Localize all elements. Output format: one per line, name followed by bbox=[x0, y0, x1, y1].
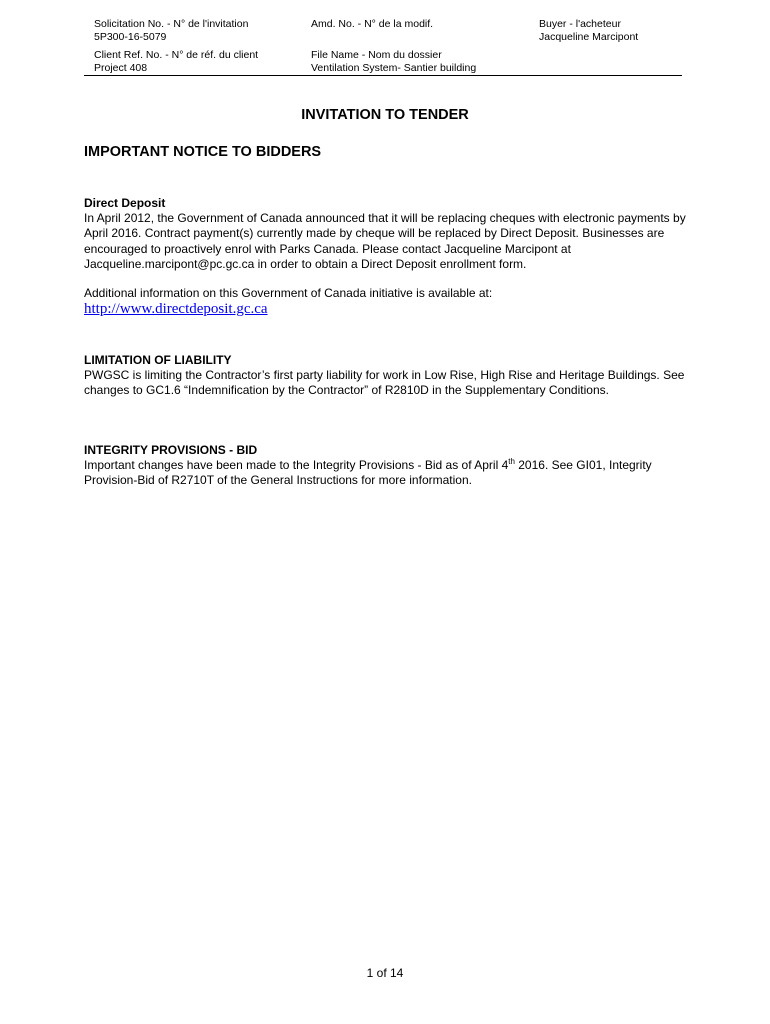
direct-deposit-additional: Additional information on this Government of Canada initiative is available at: bbox=[84, 286, 493, 300]
client-ref-label: Client Ref. No. - N° de réf. du client bbox=[94, 49, 259, 61]
page-title: INVITATION TO TENDER bbox=[301, 107, 469, 123]
buyer-value: Jacqueline Marcipont bbox=[539, 31, 639, 43]
section-liability bbox=[84, 353, 694, 399]
section-direct-deposit bbox=[84, 196, 694, 272]
header-amendment bbox=[311, 18, 433, 31]
section-integrity bbox=[84, 443, 694, 489]
file-name-label: File Name - Nom du dossier bbox=[311, 49, 442, 61]
client-ref-value: Project 408 bbox=[94, 62, 148, 74]
page-number: 1 of 14 bbox=[366, 966, 404, 980]
liability-body: PWGSC is limiting the Contractor’s first party liability for work in Low Rise, High Rise and Heritage Buildings. See changes to GC1.6 “Indemnification by the Contractor” of R2810D in the Supplementary Conditions. bbox=[84, 368, 685, 398]
integrity-heading: INTEGRITY PROVISIONS - BID bbox=[84, 443, 258, 457]
solicitation-label: Solicitation No. - N° de l'invitation bbox=[94, 18, 249, 30]
file-name-value: Ventilation System- Santier building bbox=[311, 62, 477, 74]
direct-deposit-body: In April 2012, the Government of Canada announced that it will be replacing cheques with electronic payments by April 2016. Contract payment(s) currently made by cheque will be replaced by Direct Deposit. Businesses are encouraged to proactively enrol with Parks Canada. Please contact Jacqueline Marcipont at Jacqueline.marcipont@pc.gc.ca in order to obtain a Direct Deposit enrollment form. bbox=[84, 211, 686, 271]
amd-label: Amd. No. - N° de la modif. bbox=[311, 18, 434, 30]
direct-deposit-link[interactable]: http://www.directdeposit.gc.ca bbox=[84, 301, 268, 317]
buyer-label: Buyer - l'acheteur bbox=[539, 18, 621, 30]
integrity-body bbox=[84, 458, 694, 488]
header-solicitation bbox=[94, 18, 248, 44]
header-buyer bbox=[539, 18, 638, 44]
liability-heading: LIMITATION OF LIABILITY bbox=[84, 353, 232, 367]
header-file-name bbox=[311, 49, 476, 75]
header-divider bbox=[84, 75, 682, 76]
integrity-body-end: 2016. See GI01, Integrity Provision-Bid of R2710T of the General Instructions for more information. bbox=[84, 458, 652, 488]
notice-heading: IMPORTANT NOTICE TO BIDDERS bbox=[84, 144, 322, 160]
integrity-body-sup: th bbox=[508, 457, 515, 467]
integrity-body-start: Important changes have been made to the Integrity Provisions - Bid as of April 4 bbox=[84, 458, 509, 473]
header-client-ref bbox=[94, 49, 258, 75]
direct-deposit-heading: Direct Deposit bbox=[84, 196, 166, 210]
solicitation-value: 5P300-16-5079 bbox=[94, 31, 167, 43]
